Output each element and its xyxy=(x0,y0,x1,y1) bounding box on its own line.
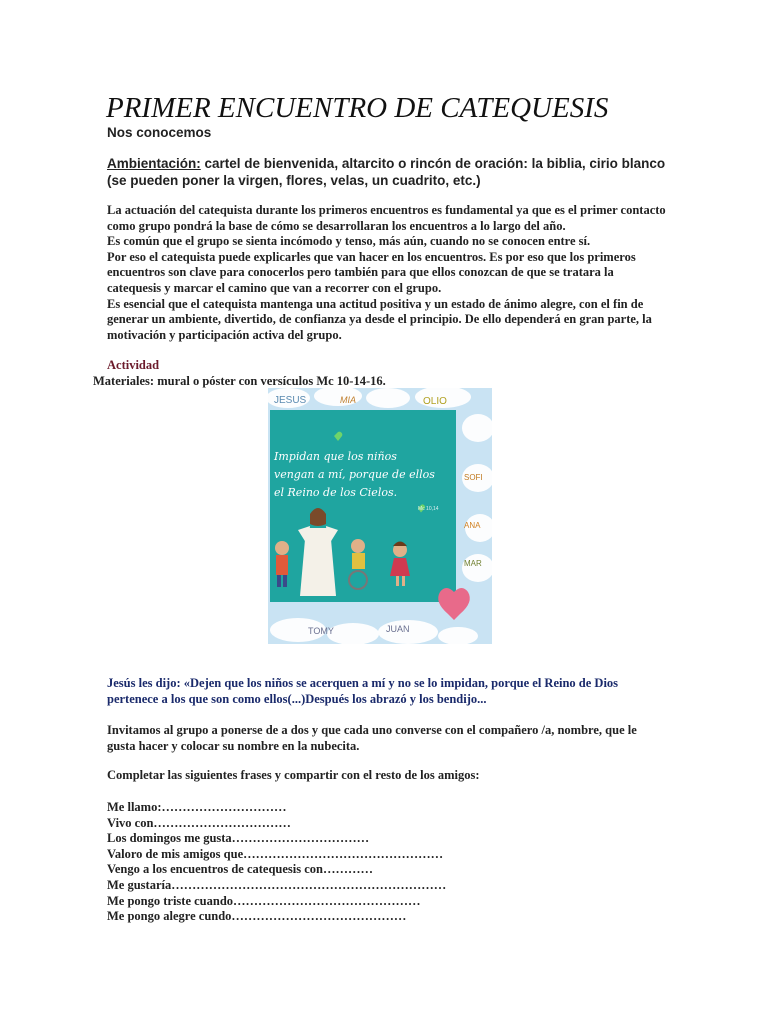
intro-paragraph: Es esencial que el catequista mantenga una actitud positiva y un estado de ánimo alegre, con el fin de generar un ambiente, divertido, de confianza ya desde el principio. De ello dependerá en gran parte, la motivación y participación activa del grupo. xyxy=(107,296,652,342)
intro-paragraph: Es común que el grupo se sienta incómodo y tenso, más aún, cuando no se conocen entre sí. xyxy=(107,234,591,249)
verse-line: Impidan que los niños xyxy=(274,450,397,463)
ambientacion-label: Ambientación: xyxy=(107,156,201,171)
poster-name: SOFI xyxy=(464,473,483,482)
intro-paragraph: La actuación del catequista durante los primeros encuentros es fundamental ya que es el primer contacto como grupo pondrá la base de cómo se desarrollaran los encuentros a lo largo del año. xyxy=(107,203,666,233)
ambientacion-text: cartel de bienvenida, altarcito o rincón de oración: la biblia, cirio blanco (se pueden poner la virgen, flores, velas, un cuadrito, etc.) xyxy=(107,156,666,188)
poster-image xyxy=(268,388,492,644)
intro-text xyxy=(107,203,667,343)
phrase-item: Valoro de mis amigos que………………………………………… xyxy=(107,846,444,861)
phrase-item: Me pongo alegre cundo…………………………………… xyxy=(107,909,407,924)
bible-quote: Jesús les dijo: «Dejen que los niños se acerquen a mí y no se lo impidan, porque el Reino de Dios pertenece a los que son como ellos(...)Después los abrazó y los bendijo... xyxy=(107,676,619,706)
page-title: PRIMER ENCUENTRO DE CATEQUESIS xyxy=(106,92,609,124)
poster-name: ANA xyxy=(464,521,481,530)
poster-name: OLIO xyxy=(423,396,447,407)
phrase-item: Me gustaría………………………………………………………… xyxy=(107,877,447,892)
activity-heading: Actividad xyxy=(107,358,160,372)
phrases-list xyxy=(107,800,446,925)
ambientacion-block xyxy=(107,155,687,189)
phrase-item: Los domingos me gusta…………………………… xyxy=(107,831,370,846)
verse-line: vengan a mí, porque de ellos xyxy=(274,468,435,481)
materials-line: Materiales: mural o póster con versículos Mc 10-14-16. xyxy=(93,374,386,388)
poster-name: MIA xyxy=(340,395,357,405)
poster-name: JUAN xyxy=(386,624,410,634)
phrase-item: Vivo con…………………………… xyxy=(107,815,291,830)
verse-line: el Reino de los Cielos. xyxy=(274,486,398,499)
poster-name: TOMY xyxy=(308,626,334,636)
page-subtitle: Nos conocemos xyxy=(107,125,212,140)
complete-instructions: Completar las siguientes frases y compartir con el resto de los amigos: xyxy=(107,768,480,782)
verse-ref: Mc 10,14 xyxy=(418,506,439,512)
phrase-item: Me llamo:………………………… xyxy=(107,800,287,814)
intro-paragraph: Por eso el catequista puede explicarles que van hacer en los encuentros. Es por eso que los primeros encuentros son clave para conocerlos pero también para que ellos conozcan de que se tratara la catequesis y marcar el camino que van a recorrer con el grupo. xyxy=(107,249,636,295)
poster-name: JESUS xyxy=(274,395,307,406)
phrase-item: Vengo a los encuentros de catequesis con………… xyxy=(107,862,373,877)
poster-name: MAR xyxy=(464,559,482,568)
phrase-item: Me pongo triste cuando……………………………………… xyxy=(107,893,421,908)
invite-text: Invitamos al grupo a ponerse de a dos y que cada uno converse con el compañero /a, nombre, que le gusta hacer y colocar su nombre en la nubecita. xyxy=(107,723,637,753)
